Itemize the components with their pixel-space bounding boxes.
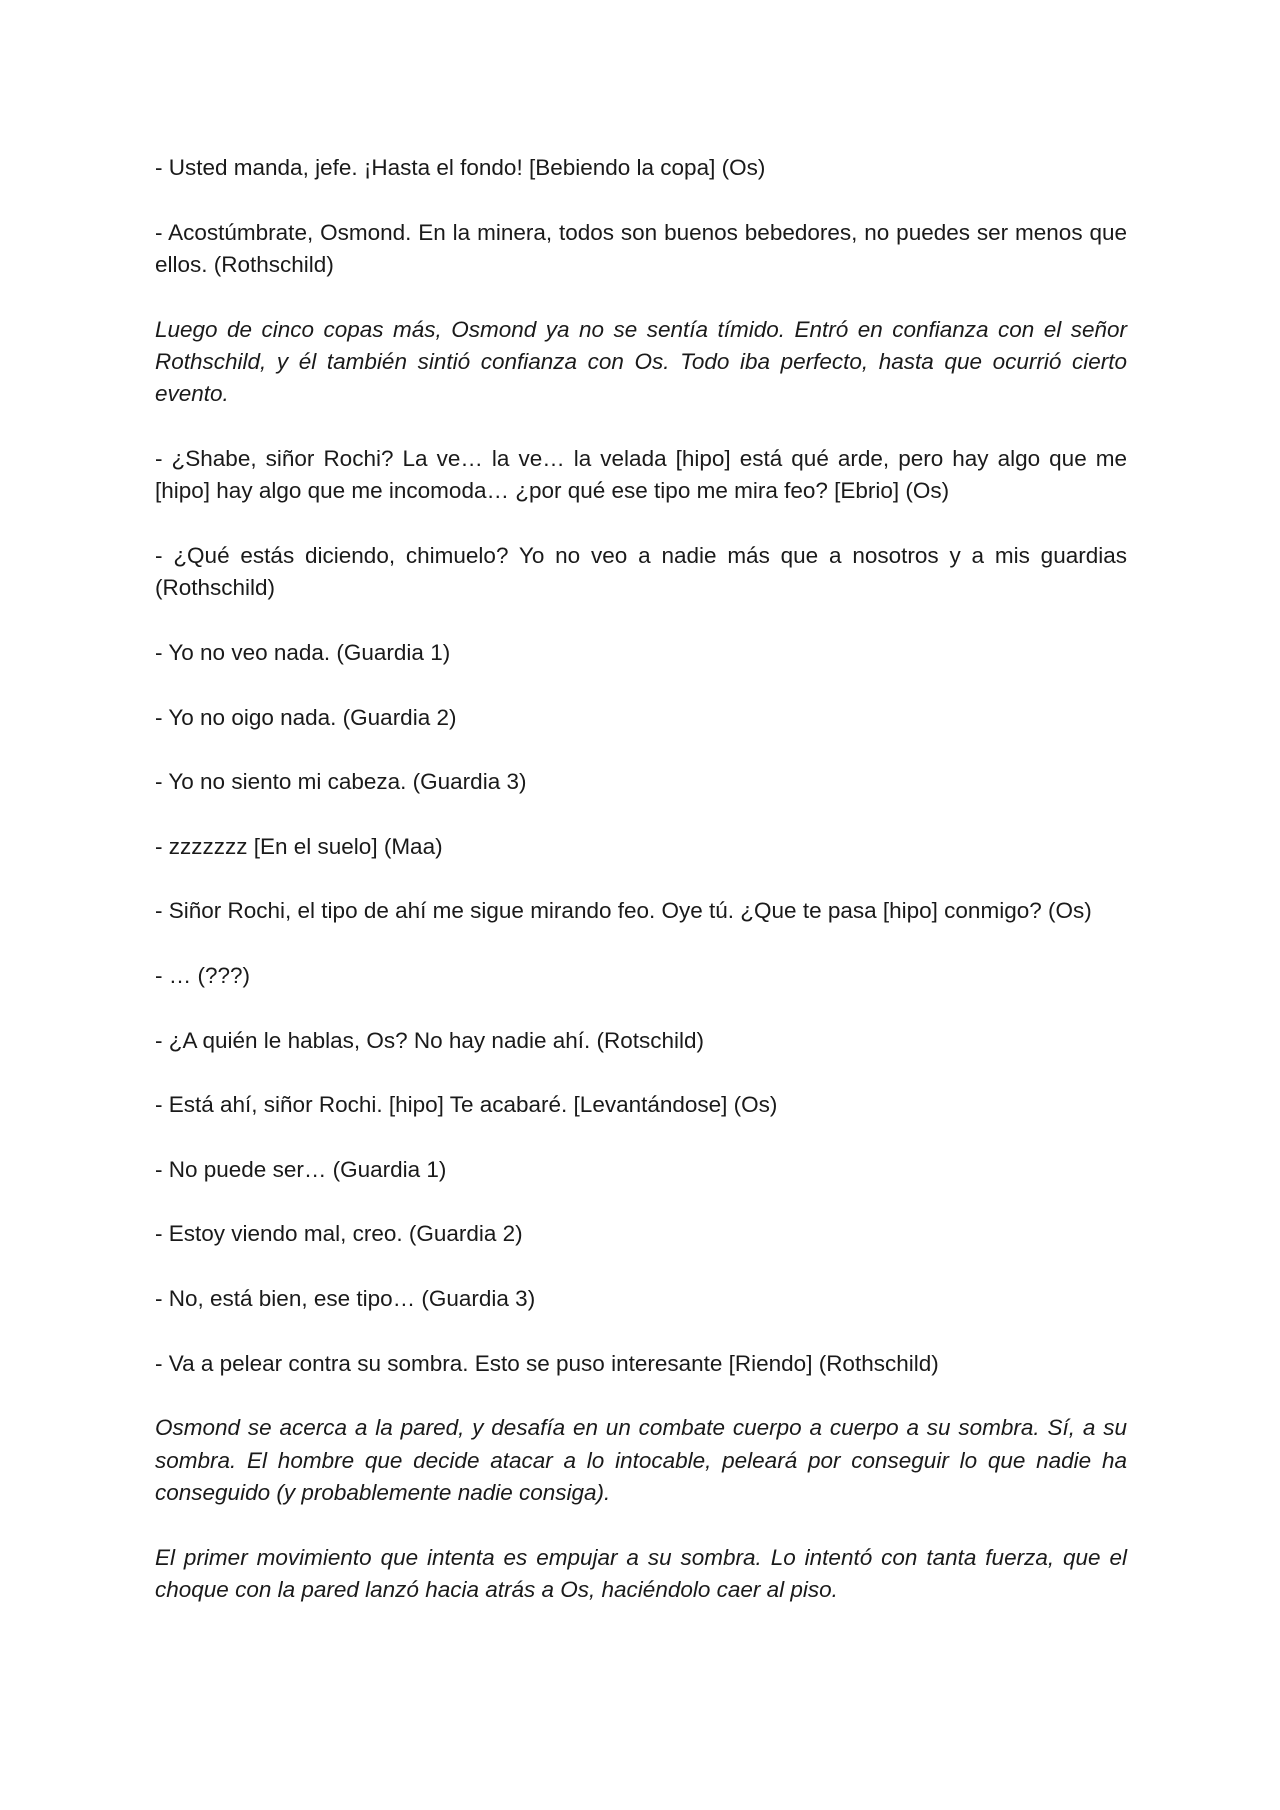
dialogue-line: - zzzzzzz [En el suelo] (Maa) <box>155 833 443 859</box>
dialogue-line: - Va a pelear contra su sombra. Esto se puso interesante [Riendo] (Rothschild) <box>155 1350 939 1376</box>
document-body <box>155 152 1127 1639</box>
dialogue-line: - Acostúmbrate, Osmond. En la minera, todos son buenos bebedores, no puedes ser menos que ellos. (Rothschild) <box>155 219 1127 277</box>
narration-paragraph: Osmond se acerca a la pared, y desafía en un combate cuerpo a cuerpo a su sombra. Sí, a su sombra. El hombre que decide atacar a lo intocable, peleará por conseguir lo que nadie ha conseguido (y probablemente nadie consiga). <box>155 1415 1127 1505</box>
dialogue-line: - … (???) <box>155 962 251 988</box>
dialogue-line: - ¿Qué estás diciendo, chimuelo? Yo no veo a nadie más que a nosotros y a mis guardias (Rothschild) <box>155 543 1127 601</box>
dialogue-line: - No puede ser… (Guardia 1) <box>155 1156 447 1182</box>
narration-paragraph: Luego de cinco copas más, Osmond ya no se sentía tímido. Entró en confianza con el señor Rothschild, y él también sintió confianza con Os. Todo iba perfecto, hasta que ocurrió cierto evento. <box>155 316 1127 407</box>
dialogue-line: - ¿Shabe, siñor Rochi? La ve… la ve… la velada [hipo] está qué arde, pero hay algo que me [hipo] hay algo que me incomoda… ¿por qué ese tipo me mira feo? [Ebrio] (Os) <box>155 446 1127 504</box>
dialogue-line: - Estoy viendo mal, creo. (Guardia 2) <box>155 1221 523 1247</box>
dialogue-line: - ¿A quién le hablas, Os? No hay nadie ahí. (Rotschild) <box>155 1027 705 1053</box>
dialogue-line: - Yo no veo nada. (Guardia 1) <box>155 640 451 665</box>
dialogue-line: - Usted manda, jefe. ¡Hasta el fondo! [Bebiendo la copa] (Os) <box>155 155 766 180</box>
narration-paragraph: El primer movimiento que intenta es empujar a su sombra. Lo intentó con tanta fuerza, que el choque con la pared lanzó hacia atrás a Os, haciéndolo caer al piso. <box>155 1544 1127 1602</box>
dialogue-line: - Yo no oigo nada. (Guardia 2) <box>155 704 457 730</box>
dialogue-line: - Siñor Rochi, el tipo de ahí me sigue mirando feo. Oye tú. ¿Que te pasa [hipo] conmigo? (Os) <box>155 898 1092 924</box>
dialogue-line: - Yo no siento mi cabeza. (Guardia 3) <box>155 769 527 795</box>
dialogue-line: - No, está bien, ese tipo… (Guardia 3) <box>155 1285 536 1311</box>
dialogue-line: - Está ahí, siñor Rochi. [hipo] Te acabaré. [Levantándose] (Os) <box>155 1092 778 1118</box>
